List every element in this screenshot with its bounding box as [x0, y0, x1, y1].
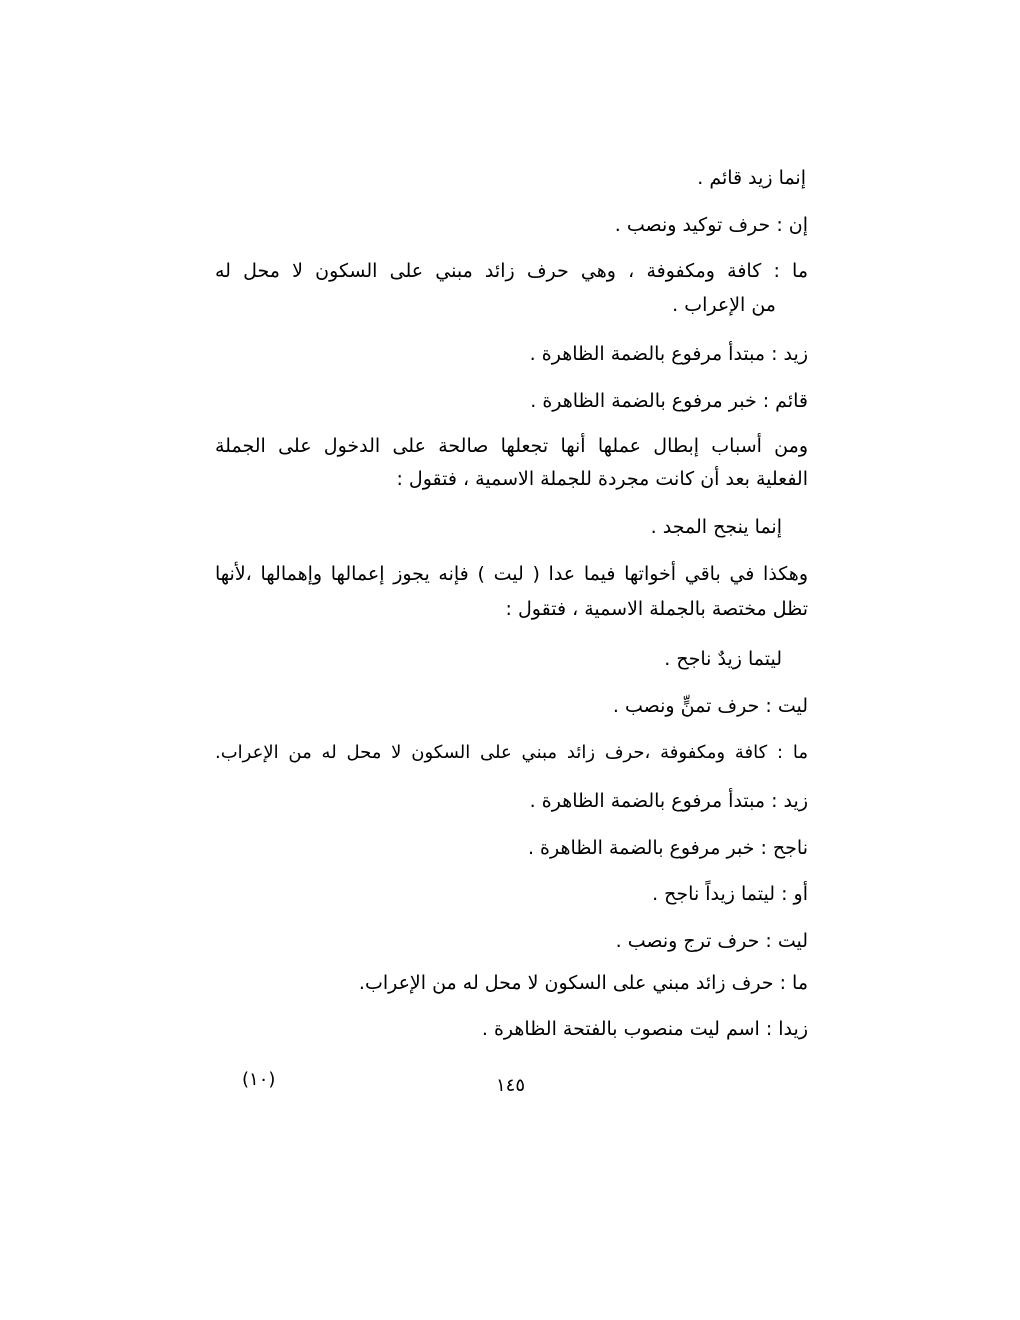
parse-line-ma-2: ما : كافة ومكفوفة ،حرف زائد مبني على السكون لا محل له من الإعراب.	[215, 742, 808, 763]
paragraph-line-4: تظل مختصة بالجملة الاسمية ، فتقول :	[505, 598, 808, 620]
parse-line-inna: إن : حرف توكيد ونصب .	[614, 214, 808, 236]
parse-line-layta-2: ليت : حرف ترج ونصب .	[615, 930, 808, 952]
parse-line-zayd-2: زيد : مبتدأ مرفوع بالضمة الظاهرة .	[529, 790, 808, 812]
paragraph-line-3: وهكذا في باقي أخواتها فيما عدا ( ليت ) فإنه يجوز إعمالها وإهمالها ،لأنها	[215, 563, 808, 585]
paragraph-line-2: الفعلية بعد أن كانت مجردة للجملة الاسمية ، فتقول :	[396, 468, 808, 490]
parse-line-najih: ناجح : خبر مرفوع بالضمة الظاهرة .	[527, 837, 808, 859]
example-sentence-4: أو : ليتما زيداً ناجح .	[652, 883, 808, 905]
example-sentence-2: إنما ينجح المجد .	[650, 516, 782, 538]
example-sentence-3: ليتما زيدٌ ناجح .	[664, 648, 782, 670]
parse-line-zayd-1: زيد : مبتدأ مرفوع بالضمة الظاهرة .	[529, 343, 808, 365]
parse-line-ma-1-cont: من الإعراب .	[672, 294, 776, 316]
signature-mark: (١٠)	[242, 1069, 276, 1090]
parse-line-ma-1: ما : كافة ومكفوفة ، وهي حرف زائد مبني على السكون لا محل له	[215, 260, 808, 282]
parse-line-layta-1: ليت : حرف تمنٍّ ونصب .	[612, 695, 808, 717]
example-sentence-1: إنما زيد قائم .	[697, 167, 806, 189]
parse-line-ma-3: ما : حرف زائد مبني على السكون لا محل له من الإعراب.	[358, 972, 808, 994]
parse-line-qaim: قائم : خبر مرفوع بالضمة الظاهرة .	[530, 390, 808, 412]
parse-line-zaydan: زيدا : اسم ليت منصوب بالفتحة الظاهرة .	[481, 1018, 808, 1040]
paragraph-line-1: ومن أسباب إبطال عملها أنها تجعلها صالحة على الدخول على الجملة	[215, 435, 808, 457]
page-number: ١٤٥	[496, 1075, 526, 1096]
